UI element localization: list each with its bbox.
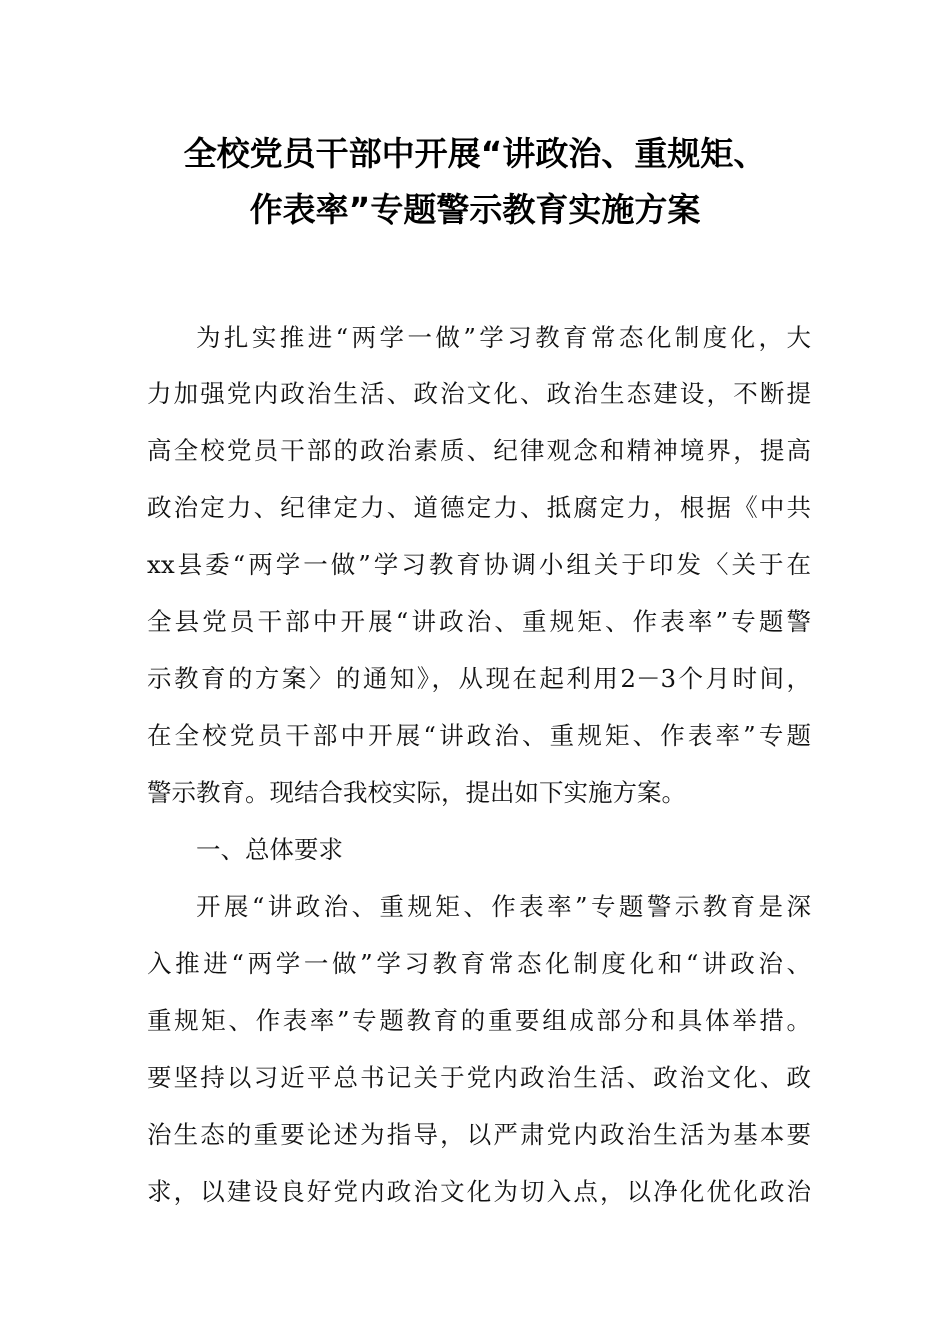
paragraph-1-line: 政治定力、纪律定力、道德定力、抵腐定力，根据《中共 xyxy=(147,493,811,522)
paragraph-1-line: 为扎实推进“两学一做”学习教育常态化制度化，大 xyxy=(196,323,811,352)
paragraph-1-line: 力加强党内政治生活、政治文化、政治生态建设，不断提 xyxy=(147,379,811,408)
paragraph-2-line: 入推进“两学一做”学习教育常态化制度化和“讲政治、 xyxy=(147,949,811,978)
section-heading: 一、总体要求 xyxy=(196,835,343,864)
paragraph-2-line: 治生态的重要论述为指导，以严肃党内政治生活为基本要 xyxy=(147,1120,811,1149)
document-title-line-2: 作表率”专题警示教育实施方案 xyxy=(249,190,701,229)
paragraph-1-line: 在全校党员干部中开展“讲政治、重规矩、作表率”专题 xyxy=(147,721,811,750)
paragraph-1-line: 警示教育。现结合我校实际，提出如下实施方案。 xyxy=(147,778,686,807)
paragraph-1-line: 示教育的方案〉的通知》，从现在起利用2－3个月时间， xyxy=(147,664,811,693)
paragraph-1-line: 高全校党员干部的政治素质、纪律观念和精神境界，提高 xyxy=(147,436,811,465)
paragraph-2-line: 要坚持以习近平总书记关于党内政治生活、政治文化、政 xyxy=(147,1063,811,1092)
paragraph-1-line: 全县党员干部中开展“讲政治、重规矩、作表率”专题警 xyxy=(147,607,811,636)
paragraph-2-line: 求，以建设良好党内政治文化为切入点，以净化优化政治 xyxy=(147,1177,811,1206)
document-title-line-1: 全校党员干部中开展“讲政治、重规矩、 xyxy=(183,134,767,173)
paragraph-2-line: 开展“讲政治、重规矩、作表率”专题警示教育是深 xyxy=(196,892,811,921)
paragraph-1-line: xx县委“两学一做”学习教育协调小组关于印发〈关于在 xyxy=(147,550,811,579)
paragraph-2-line: 重规矩、作表率”专题教育的重要组成部分和具体举措。 xyxy=(147,1006,811,1035)
